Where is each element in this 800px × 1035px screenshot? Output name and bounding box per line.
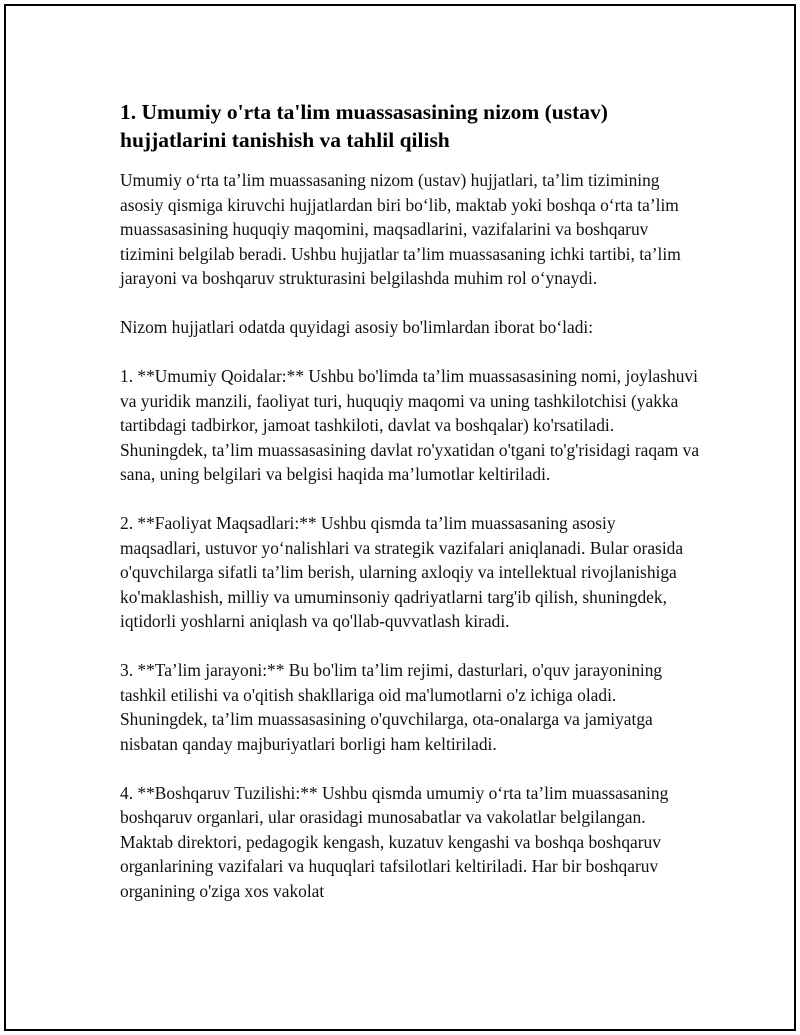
document-title: 1. Umumiy o'rta ta'lim muassasasining nizom (ustav) hujjatlarini tanishish va tahlil qilish xyxy=(120,100,608,152)
paragraph-intro: Umumiy o‘rta ta’lim muassasaning nizom (ustav) hujjatlari, ta’lim tizimining asosiy qismiga kiruvchi hujjatlardan biri bo‘lib, maktab yoki boshqa o‘rta ta’lim muassasasining huquqiy maqomini, maqsadlarini, vazifalarini va boshqaruv tizimini belgilab beradi. Ushbu hujjatlar ta’lim muassasaning ichki tartibi, ta’lim jarayoni va boshqaruv strukturasini belgilashda muhim rol o‘ynaydi. xyxy=(120,170,681,288)
paragraph-education-process: 3. **Ta’lim jarayoni:** Bu bo'lim ta’lim rejimi, dasturlari, o'quv jarayonining tashkil etilishi va o'qitish shakllariga oid ma'lumotlarni o'z ichiga oladi. Shuningdek, ta’lim muassasasining o'quvchilarga, ota-onalarga va jamiyatga nisbatan qanday majburiyatlari borligi ham keltiriladi. xyxy=(120,660,663,754)
page-frame xyxy=(4,4,796,1031)
paragraph-management-structure: 4. **Boshqaruv Tuzilishi:** Ushbu qismda umumiy o‘rta ta’lim muassasaning boshqaruv organlari, ular orasidagi munosabatlar va vakolatlar belgilangan. Maktab direktori, pedagogik kengash, kuzatuv kengashi va boshqa boshqaruv organlarining vazifalari va huquqlari tafsilotlari keltiriladi. Har bir boshqaruv organining o'ziga xos vakolat xyxy=(120,782,669,901)
document-body xyxy=(120,98,700,928)
paragraph-general-rules: 1. **Umumiy Qoidalar:** Ushbu bo'limda ta’lim muassasasining nomi, joylashuvi va yuridik manzili, faoliyat turi, huquqiy maqomi va uning tashkilotchisi (yakka tartibdagi tadbirkor, jamoat tashkiloti, davlat va boshqalar) ko'rsatiladi. Shuningdek, ta’lim muassasasining davlat ro'yxatidan o'tgani to'g'risidagi raqam va sana, uning belgilari va belgisi haqida ma’lumotlar keltiriladi. xyxy=(120,366,700,484)
paragraph-sections-intro: Nizom hujjatlari odatda quyidagi asosiy bo'limlardan iborat bo‘ladi: xyxy=(120,317,594,337)
paragraph-activity-goals: 2. **Faoliyat Maqsadlari:** Ushbu qismda ta’lim muassasaning asosiy maqsadlari, ustuvor yo‘nalishlari va strategik vazifalari aniqlanadi. Bular orasida o'quvchilarga sifatli ta’lim berish, ularning axloqiy va intellektual rivojlanishiga ko'maklashish, milliy va umuminsoniy qadriyatlarni targ'ib qilish, shuningdek, iqtidorli yoshlarni aniqlash va qo'llab-quvvatlash kiradi. xyxy=(120,513,684,631)
